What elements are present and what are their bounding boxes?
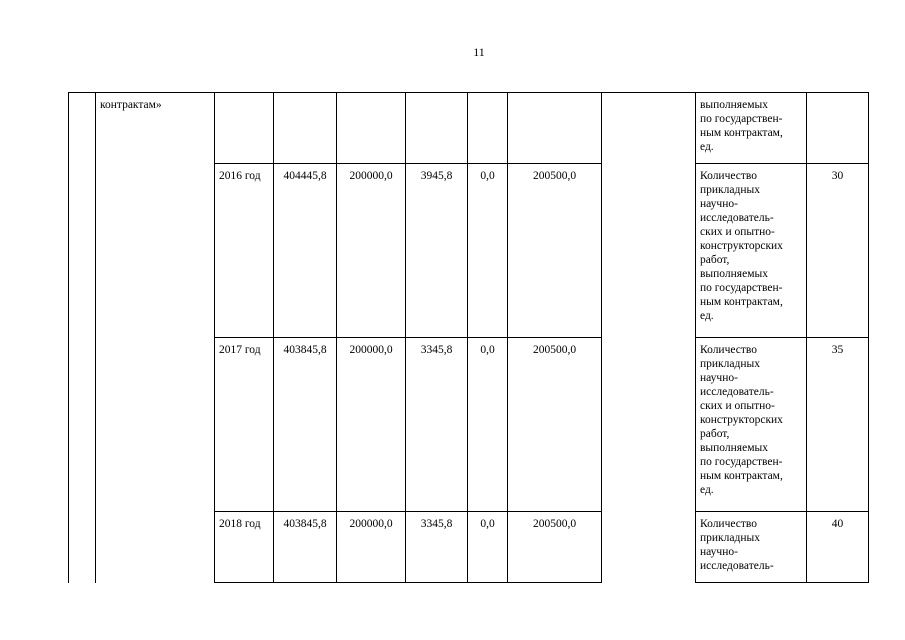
funding-cell: 200000,0	[337, 338, 406, 512]
funding-cell: 200000,0	[337, 164, 406, 338]
funding-cell	[508, 93, 602, 164]
target-value-cell: 40	[807, 512, 869, 583]
year-cell: 2018 год	[215, 512, 274, 583]
year-cell: 2017 год	[215, 338, 274, 512]
event-name-cell	[96, 93, 215, 583]
funding-cell: 3945,8	[406, 164, 468, 338]
total-cell: 403845,8	[274, 338, 337, 512]
year-cell	[215, 93, 274, 164]
funding-cell: 200500,0	[508, 164, 602, 338]
page-number: 11	[473, 45, 485, 59]
funding-cell	[468, 93, 508, 164]
program-table	[68, 92, 869, 583]
funding-cell: 3345,8	[406, 338, 468, 512]
target-value-cell: 30	[807, 164, 869, 338]
target-value-cell: 35	[807, 338, 869, 512]
year-cell: 2016 год	[215, 164, 274, 338]
indicator-cell: Количество прикладных научно- исследователь- ских и опытно- конструкторских работ, выполняемых по государствен- ным контрактам, ед.	[696, 338, 807, 512]
table-row-continued	[69, 93, 869, 164]
target-value-cell	[807, 93, 869, 164]
funding-cell	[337, 93, 406, 164]
funding-cell: 0,0	[468, 512, 508, 583]
funding-cell: 0,0	[468, 338, 508, 512]
funding-cell	[406, 93, 468, 164]
total-cell	[274, 93, 337, 164]
funding-cell: 200500,0	[508, 338, 602, 512]
indicator-cell: выполняемых по государствен- ным контрактам, ед.	[696, 93, 807, 164]
indicator-cell: Количество прикладных научно- исследователь- ских и опытно- конструкторских работ, выполняемых по государствен- ным контрактам, ед.	[696, 164, 807, 338]
event-name-text: контрактам»	[100, 99, 162, 111]
responsible-cell	[602, 93, 696, 583]
funding-cell: 0,0	[468, 164, 508, 338]
funding-cell: 200000,0	[337, 512, 406, 583]
total-cell: 403845,8	[274, 512, 337, 583]
indicator-cell: Количество прикладных научно- исследователь-	[696, 512, 807, 583]
index-cell	[69, 93, 96, 583]
total-cell: 404445,8	[274, 164, 337, 338]
funding-cell: 200500,0	[508, 512, 602, 583]
funding-cell: 3345,8	[406, 512, 468, 583]
